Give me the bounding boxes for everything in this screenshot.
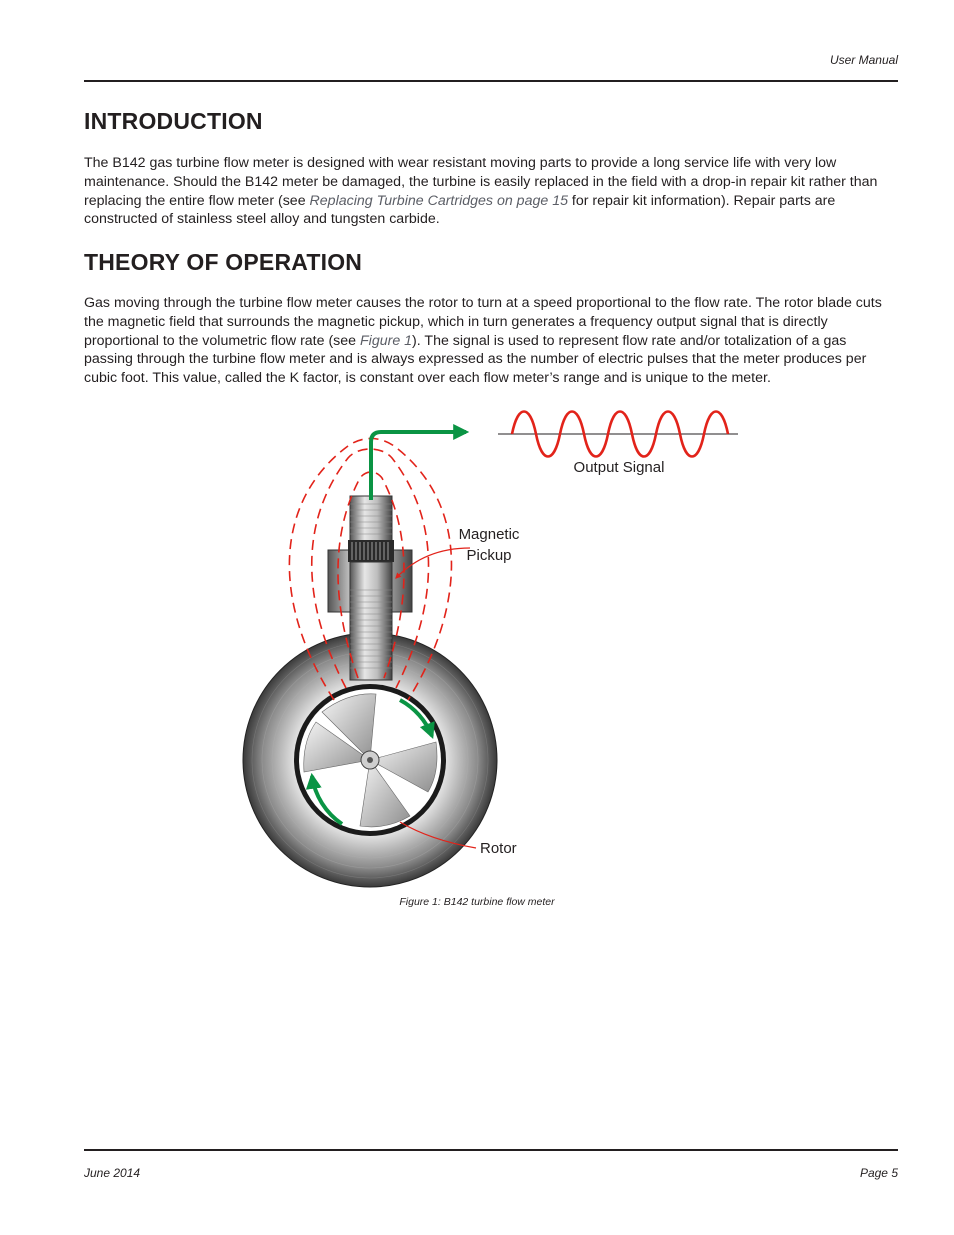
section-heading-theory-of-operation: THEORY OF OPERATION xyxy=(84,249,363,275)
intro-text-2: for repair kit information). Repair parts are constructed of stainless steel alloy and tungsten carbide. xyxy=(84,192,836,228)
cross-reference-link[interactable]: Replacing Turbine Cartridges on page 15 xyxy=(309,192,568,209)
magnetic-pickup-label-line2: Pickup xyxy=(466,547,512,564)
document-title: User Manual xyxy=(829,53,898,67)
turbine-flow-meter-figure xyxy=(230,400,750,890)
footer-date: June 2014 xyxy=(84,1166,141,1180)
header-rule xyxy=(84,80,898,82)
rotor-label: Rotor xyxy=(480,840,517,857)
theory-paragraph xyxy=(84,294,898,388)
theory-text-1: Gas moving through the turbine flow meter causes the rotor to turn at a speed proportional to the flow rate. The rotor blade cuts the magnetic field that surrounds the magnetic pickup, which in turn generates a frequency output signal that is directly proportional to the volumetric flow rate (see xyxy=(84,295,882,349)
output-signal-label: Output Signal xyxy=(573,459,665,476)
output-signal-waveform xyxy=(498,412,738,457)
introduction-paragraph xyxy=(84,154,898,229)
section-heading-introduction: INTRODUCTION xyxy=(84,108,263,134)
theory-text-2: ). The signal is used to represent flow rate and/or totalization of a gas passing through the turbine flow meter and is always expressed as the number of electric pulses that the meter produces per cubic foot. This value, called the K factor, is constant over each flow meter’s range and is unique to the meter. xyxy=(84,332,867,387)
intro-text-1: The B142 gas turbine flow meter is designed with wear resistant moving parts to provide a long service life with very low maintenance. Should the B142 meter be damaged, the turbine is easily replaced in the field with a drop-in repair kit rather than replacing the entire flow meter (see xyxy=(84,155,878,209)
figure-caption: Figure 1: B142 turbine flow meter xyxy=(399,896,555,908)
signal-arrow-icon xyxy=(371,432,466,500)
page-number: Page 5 xyxy=(859,1166,898,1180)
magnetic-pickup-label-line1: Magnetic xyxy=(458,526,520,543)
figure-reference-link[interactable]: Figure 1 xyxy=(360,332,413,349)
footer-rule xyxy=(84,1149,898,1151)
